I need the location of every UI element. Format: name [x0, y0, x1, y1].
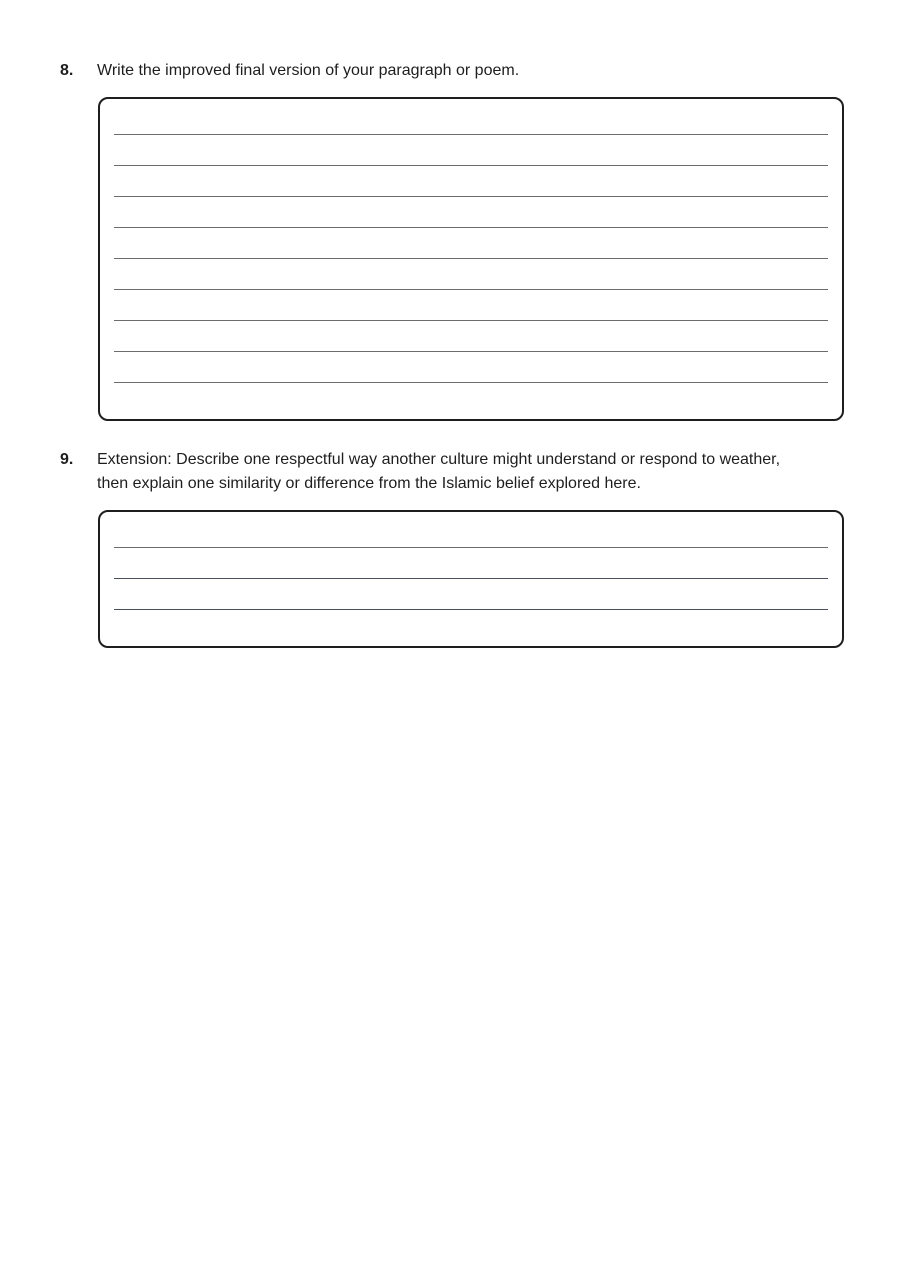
- question-prompt-line-1: Extension: Describe one respectful way another culture might understand or respond to weather,: [97, 451, 781, 468]
- answer-line: [114, 578, 828, 579]
- answer-line: [114, 227, 828, 228]
- answer-line: [114, 134, 828, 135]
- question-prompt: Write the improved final version of your paragraph or poem.: [97, 62, 520, 79]
- answer-line: [114, 320, 828, 321]
- question-number: 8.: [60, 62, 74, 79]
- answer-line: [114, 165, 828, 166]
- answer-line: [114, 289, 828, 290]
- answer-line: [114, 547, 828, 548]
- answer-line: [114, 609, 828, 610]
- answer-line: [114, 258, 828, 259]
- answer-line: [114, 382, 828, 383]
- answer-box-8[interactable]: [98, 97, 844, 421]
- answer-box-9[interactable]: [98, 510, 844, 648]
- question-number: 9.: [60, 451, 74, 468]
- answer-line: [114, 196, 828, 197]
- question-prompt-line-2: then explain one similarity or difference from the Islamic belief explored here.: [97, 475, 641, 492]
- answer-line: [114, 351, 828, 352]
